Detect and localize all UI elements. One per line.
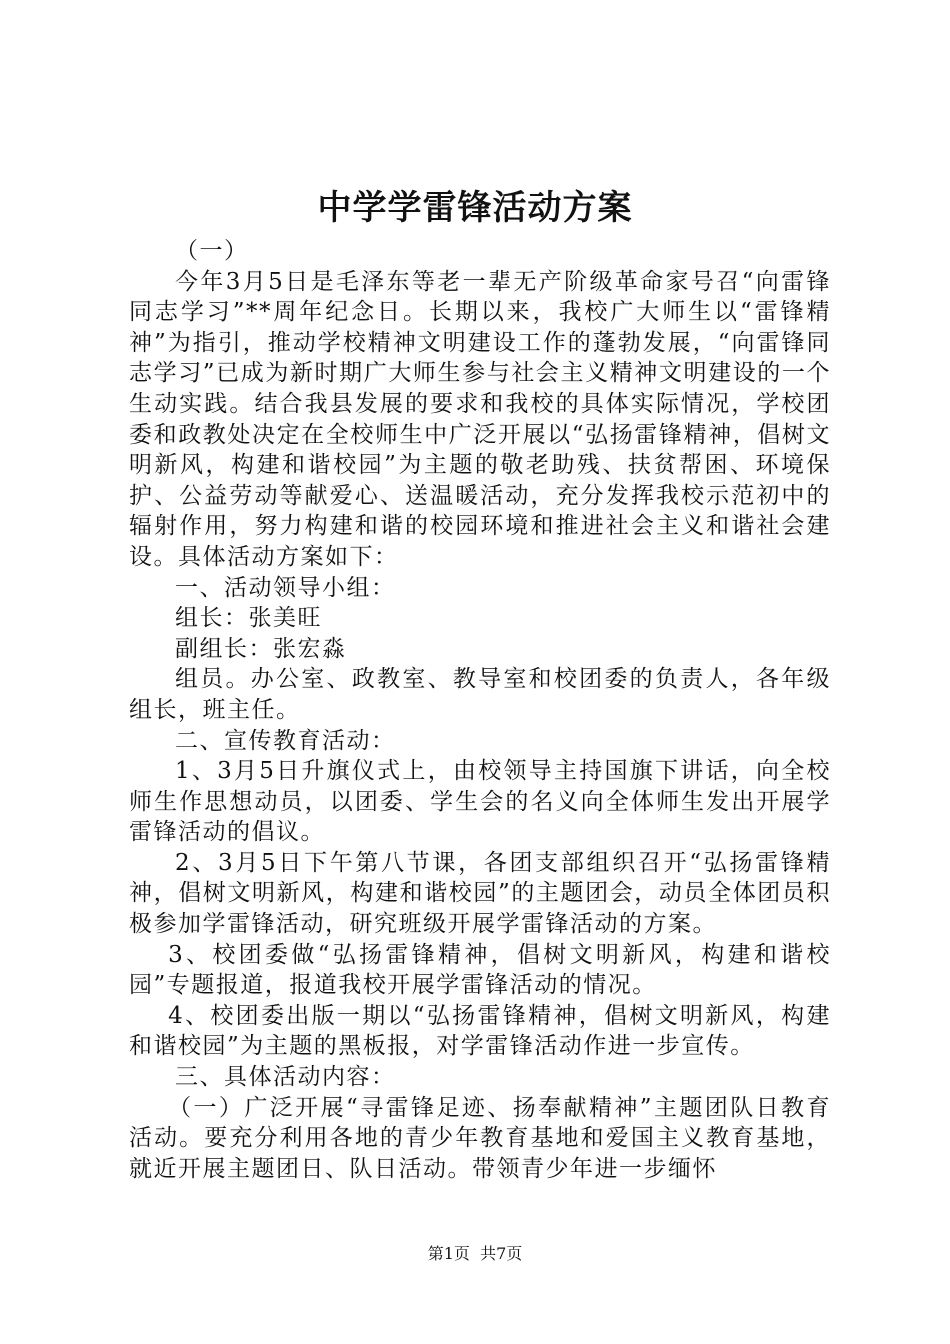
list-item-publicity-3: 3、校团委做“弘扬雷锋精神，倡树文明新风，构建和谐校园”专题报道，报道我校开展学雷锋活动的情况。 [129,941,831,999]
paragraph-group-members: 组员。办公室、政教室、教导室和校团委的负责人，各年级组长，班主任。 [129,666,831,723]
paragraph-intro: 今年3月5日是毛泽东等老一辈无产阶级革命家号召“向雷锋同志学习”**周年纪念日。长期以来，我校广大师生以“雷锋精神”为指引，推动学校精神文明建设工作的蓬勃发展，“向雷锋同志学习”已成为新时期广大师生参与社会主义精神文明建设的一个生动实践。结合我县发展的要求和我校的具体实际情况，学校团委和政教处决定在全校师生中广泛开展以“弘扬雷锋精神，倡树文明新风，构建和谐校园”为主题的敬老助残、扶贫帮困、环境保护、公益劳动等献爱心、送温暖活动，充分发挥我校示范初中的辐射作用，努力构建和谐的校园环境和推进社会主义和谐社会建设。具体活动方案如下： [129,268,831,570]
list-item-publicity-1: 1、3月5日升旗仪式上，由校领导主持国旗下讲话，向全校师生作思想动员，以团委、学生会的名义向全体师生发出开展学雷锋活动的倡议。 [129,758,831,846]
page-total: 共7页 [480,1244,523,1263]
page-footer [0,1243,950,1265]
list-item-publicity-2: 2、3月5日下午第八节课，各团支部组织召开“弘扬雷锋精神，倡树文明新风，构建和谐校园”的主题团会，动员全体团员积极参加学雷锋活动，研究班级开展学雷锋活动的方案。 [129,849,831,938]
heading-leadership-group: 一、活动领导小组： [175,574,396,601]
document-body [129,236,831,1184]
document-title: 中学学雷锋活动方案 [317,188,633,228]
paragraph-section-marker: （一） [175,238,249,264]
list-item-publicity-4: 4、校团委出版一期以“弘扬雷锋精神，倡树文明新风，构建和谐校园”为主题的黑板报，对学雷锋活动作进一步宣传。 [129,1002,831,1060]
heading-activity-content: 三、具体活动内容： [175,1064,396,1091]
heading-publicity-activities: 二、宣传教育活动： [175,727,396,754]
page-number: 第1页 [427,1244,470,1263]
paragraph-activity-1: （一）广泛开展“寻雷锋足迹、扬奉献精神”主题团队日教育活动。要充分利用各地的青少年教育基地和爱国主义教育基地，就近开展主题团日、队日活动。带领青少年进一步缅怀 [129,1094,831,1182]
paragraph-group-leader: 组长：张美旺 [175,605,322,632]
paragraph-deputy-leader: 副组长：张宏淼 [175,635,347,662]
